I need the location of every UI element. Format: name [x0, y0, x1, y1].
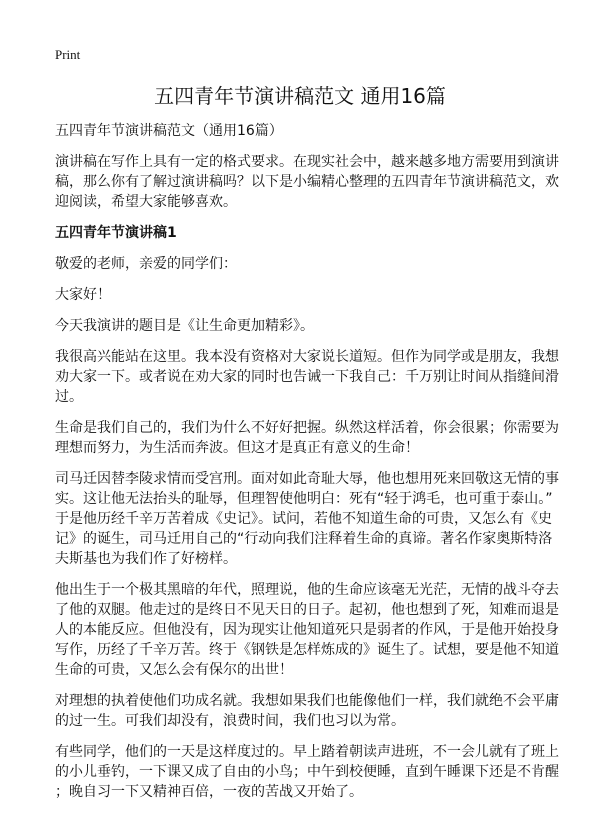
text-line: 写作，历经了千辛万苦。终于《钢铁是怎样炼成的》诞生了。试想，要是他不知道 — [55, 642, 559, 658]
intro-paragraph — [55, 152, 559, 212]
body-paragraph — [55, 580, 559, 680]
text-line: 了他的双腿。他走过的是终日不见天日的日子。起初，他也想到了死，知难而退是 — [55, 602, 559, 618]
text-line: 稿，那么你有了解过演讲稿吗？以下是小编精心整理的五四青年节演讲稿范文，欢 — [55, 174, 559, 190]
text-line: ；晚自习一下又精神百倍，一夜的苦战又开始了。 — [55, 784, 363, 800]
text-line: 记》的诞生，司马迁用自己的“行动向我们注释着生命的真谛。著名作家奥斯特洛 — [55, 531, 553, 547]
subtitle: 五四青年节演讲稿范文（通用16篇） — [55, 123, 283, 139]
text-line: 对理想的执着使他们功成名就。我想如果我们也能像他们一样，我们就绝不会平庸 — [55, 693, 559, 709]
text-line: 于是他历经千辛万苦着成《史记》。试问，若他不知道生命的可贵，又怎么有《史 — [55, 511, 552, 527]
text-line: 迎阅读，希望大家能够喜欢。 — [55, 194, 237, 210]
body-paragraph — [55, 691, 559, 731]
print-label: Print — [55, 47, 81, 62]
text-line: 人的本能反应。但他没有，因为现实让他知道死只是弱者的作风，于是他开始投身 — [55, 622, 559, 638]
text-line: 实。这让他无法抬头的耻辱，但理智使他明白：死有“轻于鸿毛，也可重于泰山。” — [55, 491, 553, 507]
body-paragraph — [55, 347, 559, 407]
text-line: 过。 — [55, 389, 83, 405]
text-line: 演讲稿在写作上具有一定的格式要求。在现实社会中，越来越多地方需要用到演讲 — [55, 154, 559, 170]
text-line: 理想而努力，为生活而奔波。但这才是真正有意义的生命！ — [55, 440, 419, 456]
body-paragraph — [55, 742, 559, 802]
document-title: 五四青年节演讲稿范文 通用16篇 — [154, 84, 446, 108]
body-paragraph — [55, 285, 555, 305]
text-line: 司马迁因替李陵求情而受宫刑。面对如此奇耻大辱，他也想用死来回敬这无情的事 — [55, 471, 559, 487]
text-line: 的过一生。可我们却没有，浪费时间，我们也习以为常。 — [55, 713, 405, 729]
body-paragraph — [55, 316, 555, 336]
body-paragraph — [55, 254, 555, 274]
text-line: 夫斯基也为我们作了好榜样。 — [55, 551, 237, 567]
text-line: 生命的可贵，又怎么会有保尔的出世！ — [55, 662, 293, 678]
body-paragraph — [55, 469, 559, 569]
document-body — [55, 121, 559, 813]
text-line: 大家好！ — [55, 287, 111, 303]
text-line: 的小儿垂钓，一下课又成了自由的小鸟；中午到校便睡，直到午睡课下还是不肯醒 — [55, 764, 559, 780]
text-line: 有些同学，他们的一天是这样度过的。早上踏着朝读声进班，不一会儿就有了班上 — [55, 744, 559, 760]
section-heading: 五四青年节演讲稿1 — [55, 225, 177, 241]
text-line: 敬爱的老师，亲爱的同学们： — [55, 256, 237, 272]
text-line: 今天我演讲的题目是《让生命更加精彩》。 — [55, 318, 314, 334]
body-paragraph — [55, 418, 559, 458]
text-line: 我很高兴能站在这里。我本没有资格对大家说长道短。但作为同学或是朋友，我想 — [55, 349, 559, 365]
text-line: 他出生于一个极其黑暗的年代，照理说，他的生命应该毫无光茫，无情的战斗夺去 — [55, 582, 559, 598]
text-line: 生命是我们自己的，我们为什么不好好把握。纵然这样活着，你会很累；你需要为 — [55, 420, 559, 436]
text-line: 劝大家一下。或者说在劝大家的同时也告诫一下我自己：千万别让时间从指缝间滑 — [55, 369, 559, 385]
